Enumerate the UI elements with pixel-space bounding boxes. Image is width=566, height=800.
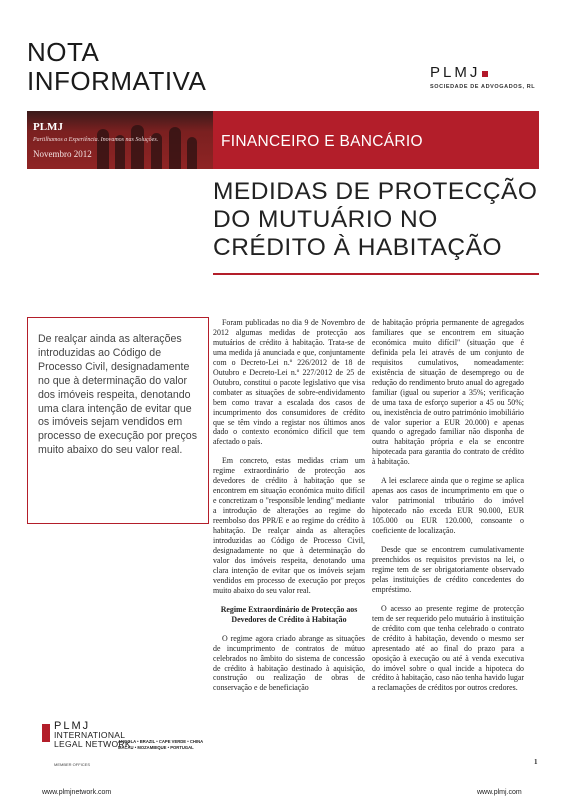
- countries-list: [118, 739, 208, 751]
- paragraph: de habitação própria permanente de agregados familiares que se encontrem em situação económica muito difícil" (situação que é definida pela lei através de um conjunto de requisitos cumulativos, nomeadamente: existência de situação de desemprego ou de redução do rendimento bruto anual do agregado familiar (igual ou superior a 35%; verificação de uma taxa de esforço superior a 45 ou 50%; ou, inexistência de outro património imobiliário de valor superior a EUR 20.000) e apenas quando o agregado familiar não disponha de outra habitação própria e ela se encontre hipotecada para garantia do contrato de crédito à habitação.: [372, 318, 524, 467]
- page-number: 1: [534, 758, 538, 766]
- headline-rule: [213, 273, 539, 275]
- plmj-url-link[interactable]: www.plmj.com: [477, 789, 522, 796]
- logo-name: PLMJ: [430, 64, 481, 81]
- paragraph: Em concreto, estas medidas criam um regime extraordinário de protecção aos devedores de crédito à habitação que se encontrem em situação económica muito difícil e concretizam o "responsible lending" mediante a introdução de alterações ao regime do reembolso dos PPR/E e ao regime do crédito à habitação. De realçar ainda as alterações introduzidas ao Código de Processo Civil, designadamente no que à determinação do valor dos imóveis respeita, denotando uma clara intenção de evitar que os imóveis sejam vendidos em processo de execução por preços muito abaixo do seu valor real.: [213, 456, 365, 595]
- headline-line-3: CRÉDITO À HABITAÇÃO: [213, 234, 503, 261]
- section-label: FINANCEIRO E BANCÁRIO: [221, 133, 423, 150]
- section-banner: [213, 111, 539, 169]
- section-heading: Regime Extraordinário de Protecção aos Devedores de Crédito à Habitação: [220, 604, 358, 624]
- plmj-logo: [430, 64, 535, 90]
- article-column-1: [213, 318, 365, 702]
- logo-subtitle: SOCIEDADE DE ADVOGADOS, RL: [430, 84, 536, 90]
- network-name: PLMJ: [54, 720, 91, 732]
- headline-line-2: DO MUTUÁRIO NO: [213, 206, 438, 233]
- paragraph: A lei esclarece ainda que o regime se aplica apenas aos casos de incumprimento em que o valor patrimonial tributário do imóvel hipotecado não exceda EUR 90.000, EUR 105.000 ou EUR 120.000, consoante o coeficiente de localização.: [372, 476, 524, 536]
- paragraph: O regime agora criado abrange as situações de incumprimento de contratos de mútuo celebrados no âmbito do sistema de concessão de crédito à habitação destinado à aquisição, construção ou realização de obras de conservação e de beneficiação: [213, 633, 365, 693]
- countries-line-1: ANGOLA • BRAZIL • CAPE VERDE • CHINA: [118, 739, 204, 744]
- banner-brand: PLMJ: [33, 121, 63, 133]
- banner-photo: [27, 111, 213, 169]
- paragraph: Foram publicadas no dia 9 de Novembro de 2012 algumas medidas de protecção aos mutuários de crédito à habitação. Trata-se de uma medida já anunciada e que, conjuntamente com o Decreto-Lei n.º 226/2012 de 18 de Outubro e Decreto-Lei n.º 227/2012 de 25 de Outubro, constitui o pacote legislativo que visa combater as situações de sobre-endividamento bem como travar a escalada dos casos de incumprimento dos consumidores de crédito que se têm vindo a registar nos últimos anos dado o contexto económico difícil que tem afectado o país.: [213, 318, 365, 447]
- paragraph: Desde que se encontrem cumulativamente preenchidos os requisitos previstos na lei, o regime tem de ser obrigatoriamente observado pelas instituições de crédito concedentes do empréstimo.: [372, 545, 524, 594]
- headline-line-1: MEDIDAS DE PROTECÇÃO: [213, 178, 538, 205]
- pull-quote: De realçar ainda as alterações introduzidas ao Código de Processo Civil, designadamente no que à determinação do valor dos imóveis respeita, denotando uma clara intenção de evitar que os imóveis sejam vendidos em processo de execução por preços muito abaixo do seu valor real.: [38, 333, 197, 457]
- banner-date: Novembro 2012: [33, 149, 92, 159]
- logo-square-icon: [482, 71, 488, 77]
- document-title: [27, 38, 206, 96]
- countries-line-2: MACAU • MOZAMBIQUE • PORTUGAL: [118, 745, 194, 750]
- network-line-3: LEGAL NETWORK: [54, 739, 131, 749]
- network-logo-mark-icon: [42, 724, 50, 742]
- title-line-2: INFORMATIVA: [27, 66, 207, 96]
- member-offices: MEMBER OFFICES: [54, 762, 91, 767]
- network-url-link[interactable]: www.plmjnetwork.com: [42, 789, 112, 796]
- banner-tagline: Partilhamos a Experiência. Inovamos nas Soluções.: [33, 137, 159, 143]
- paragraph: O acesso ao presente regime de protecção tem de ser requerido pelo mutuário à instituição de crédito com que tenha celebrado o contrato de crédito à habitação, devendo o mesmo ser apresentado até ao final do prazo para a oposição à execução ou até à venda executiva do imóvel sobre o qual incide a hipoteca do crédito à habitação, caso não tenha havido lugar a reclamações de créditos por outros credores.: [372, 603, 524, 693]
- article-column-2: [372, 318, 524, 702]
- headline: [213, 178, 543, 262]
- network-line-2: INTERNATIONAL: [54, 730, 126, 740]
- title-line-1: NOTA: [27, 37, 100, 67]
